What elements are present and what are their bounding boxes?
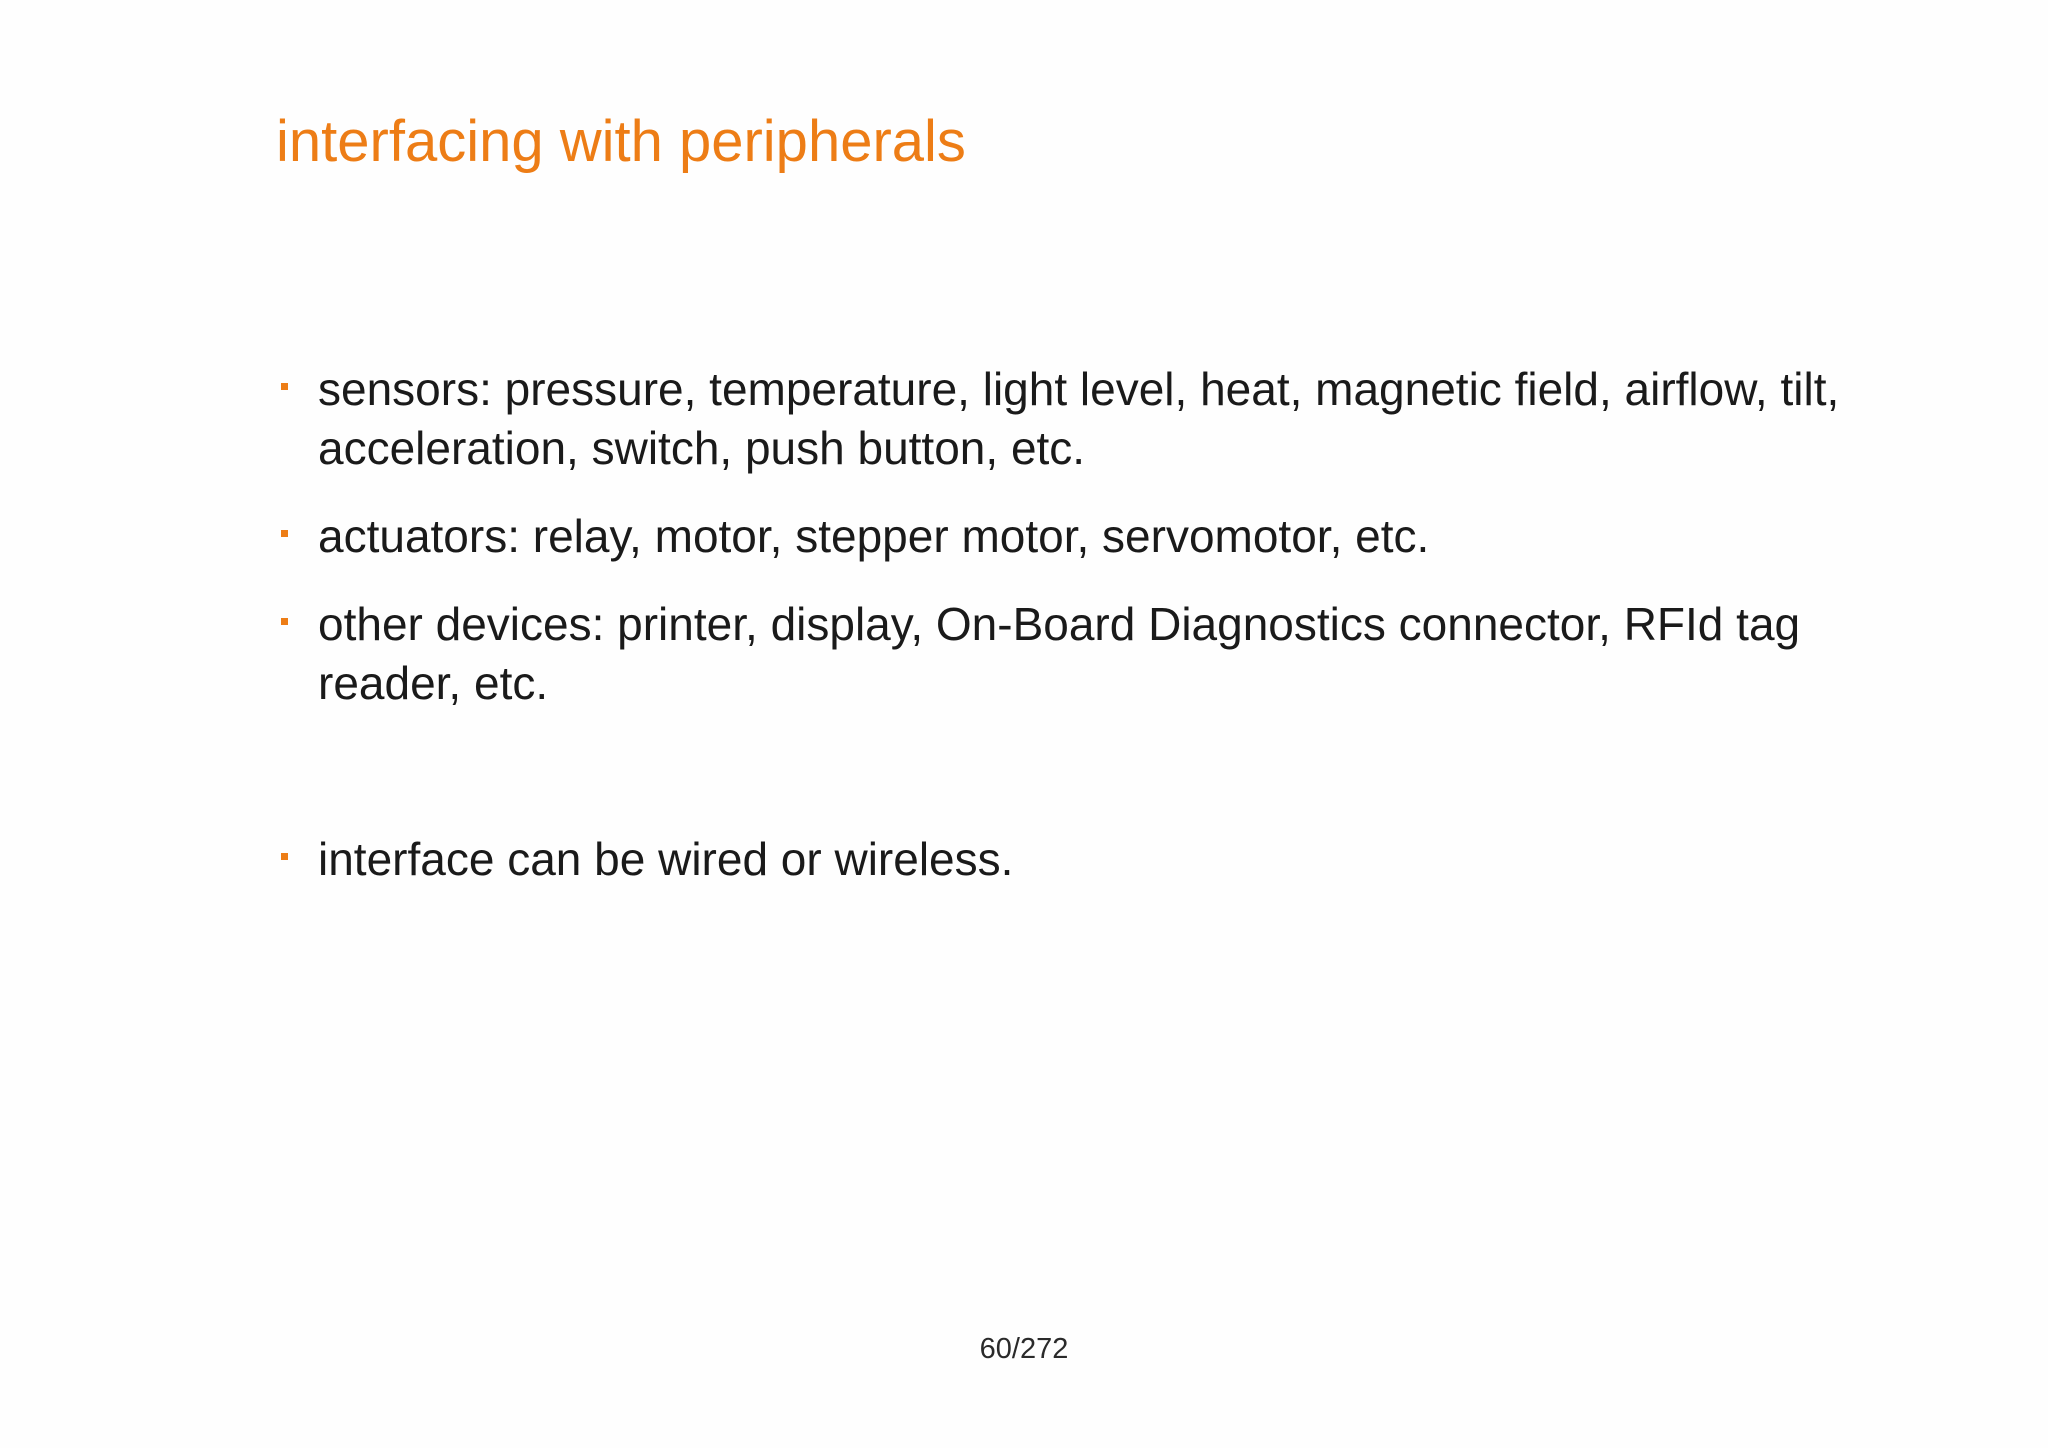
bullet-text: interface can be wired or wireless. bbox=[318, 833, 1014, 885]
square-bullet-icon bbox=[281, 618, 288, 625]
square-bullet-icon bbox=[281, 530, 288, 537]
bullet-text: actuators: relay, motor, stepper motor, servomotor, etc. bbox=[318, 510, 1430, 562]
bullet-item-other-devices bbox=[276, 595, 1916, 713]
bullet-item-actuators bbox=[276, 507, 1916, 566]
page-number: 60/272 bbox=[979, 1333, 1069, 1365]
bullet-text: other devices: printer, display, On-Board Diagnostics connector, RFId tag reader, etc. bbox=[318, 598, 1801, 709]
square-bullet-icon bbox=[281, 853, 288, 860]
bullet-item-sensors bbox=[276, 360, 1916, 478]
slide-title: interfacing with peripherals bbox=[276, 109, 966, 174]
square-bullet-icon bbox=[281, 383, 288, 390]
bullet-item-interface bbox=[276, 830, 1916, 889]
bullet-list bbox=[276, 360, 1916, 889]
bullet-text: sensors: pressure, temperature, light level, heat, magnetic field, airflow, tilt, acceleration, switch, push button, etc. bbox=[318, 363, 1840, 474]
